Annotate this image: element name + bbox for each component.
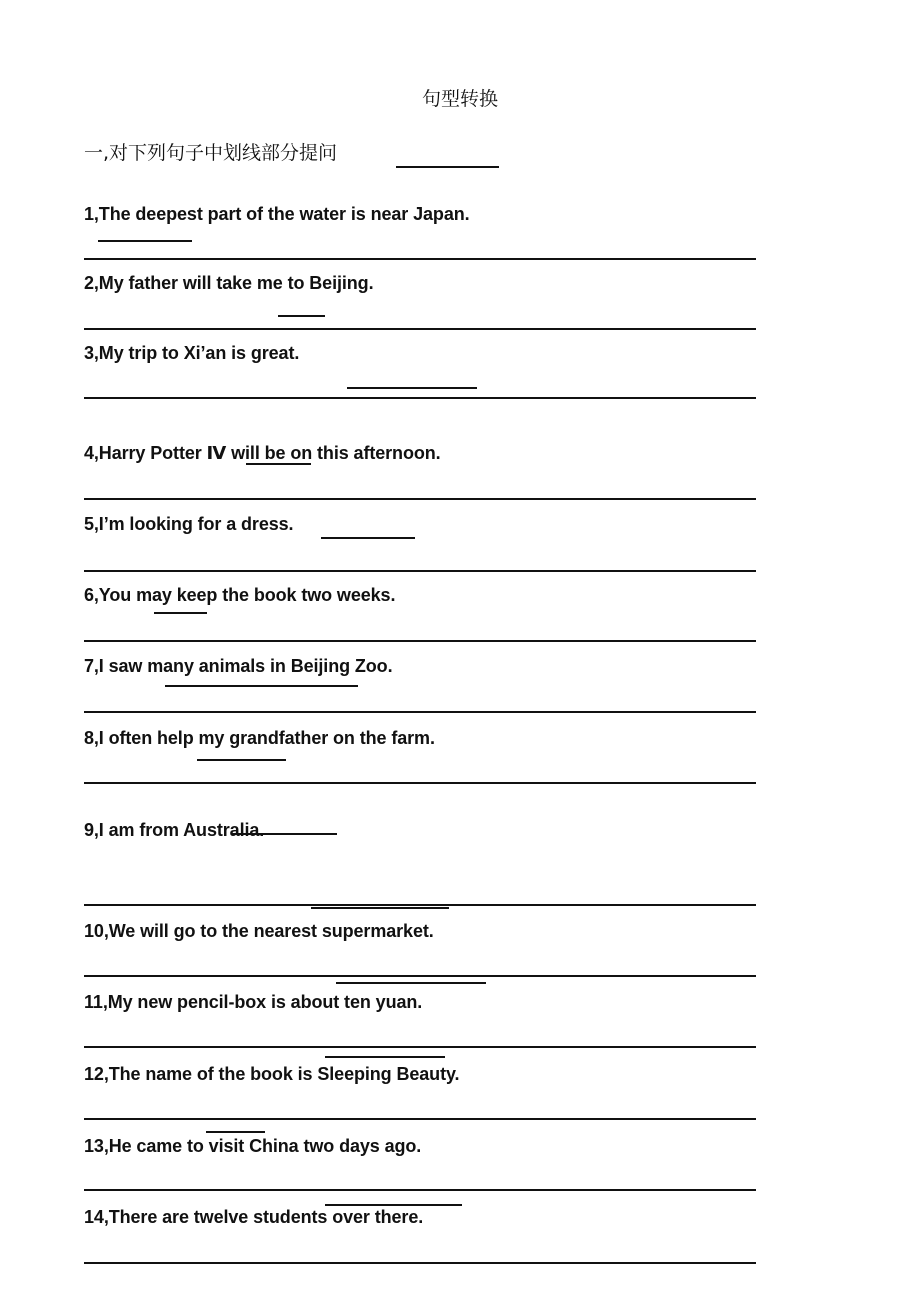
underline-mark-14 [325,1204,462,1206]
question-4: 4,Harry Potter Ⅳ will be on this afternoon. [84,443,441,463]
question-5: 5,I’m looking for a dress. [84,514,294,534]
answer-line-2[interactable] [84,328,756,330]
answer-line-9[interactable] [84,904,756,906]
heading-blank-line [396,166,499,168]
question-13: 13,He came to visit China two days ago. [84,1136,422,1156]
answer-line-6[interactable] [84,640,756,642]
question-12: 12,The name of the book is Sleeping Beauty. [84,1064,460,1084]
question-3: 3,My trip to Xi’an is great. [84,343,300,363]
answer-line-7[interactable] [84,711,756,713]
underline-mark-4 [246,463,311,465]
question-11: 11,My new pencil-box is about ten yuan. [84,992,423,1012]
answer-line-8[interactable] [84,782,756,784]
underline-mark-5 [321,537,415,539]
answer-line-5[interactable] [84,570,756,572]
question-7: 7,I saw many animals in Beijing Zoo. [84,656,393,676]
question-10: 10,We will go to the nearest supermarket. [84,921,434,941]
underline-mark-13 [206,1131,265,1133]
underline-mark-3 [347,387,477,389]
answer-line-4[interactable] [84,498,756,500]
section-heading: 一,对下列句子中划线部分提问 [84,142,338,164]
page-title: 句型转换 [421,88,498,110]
question-6: 6,You may keep the book two weeks. [84,585,396,605]
question-14: 14,There are twelve students over there. [84,1207,424,1227]
underline-mark-10 [311,907,449,909]
underline-mark-12 [325,1056,445,1058]
question-2: 2,My father will take me to Beijing. [84,273,374,293]
underline-mark-7 [165,685,358,687]
underline-mark-11 [336,982,486,984]
question-8: 8,I often help my grandfather on the farm. [84,728,435,748]
underline-mark-1 [98,240,192,242]
question-1: 1,The deepest part of the water is near Japan. [84,204,470,224]
underline-mark-9 [232,833,337,835]
underline-mark-8 [197,759,286,761]
answer-line-14[interactable] [84,1262,756,1264]
answer-line-10[interactable] [84,975,756,977]
answer-line-13[interactable] [84,1189,756,1191]
question-9: 9,I am from Australia. [84,820,265,840]
underline-mark-2 [278,315,325,317]
answer-line-3[interactable] [84,397,756,399]
answer-line-1[interactable] [84,258,756,260]
underline-mark-6 [154,612,207,614]
answer-line-12[interactable] [84,1118,756,1120]
answer-line-11[interactable] [84,1046,756,1048]
